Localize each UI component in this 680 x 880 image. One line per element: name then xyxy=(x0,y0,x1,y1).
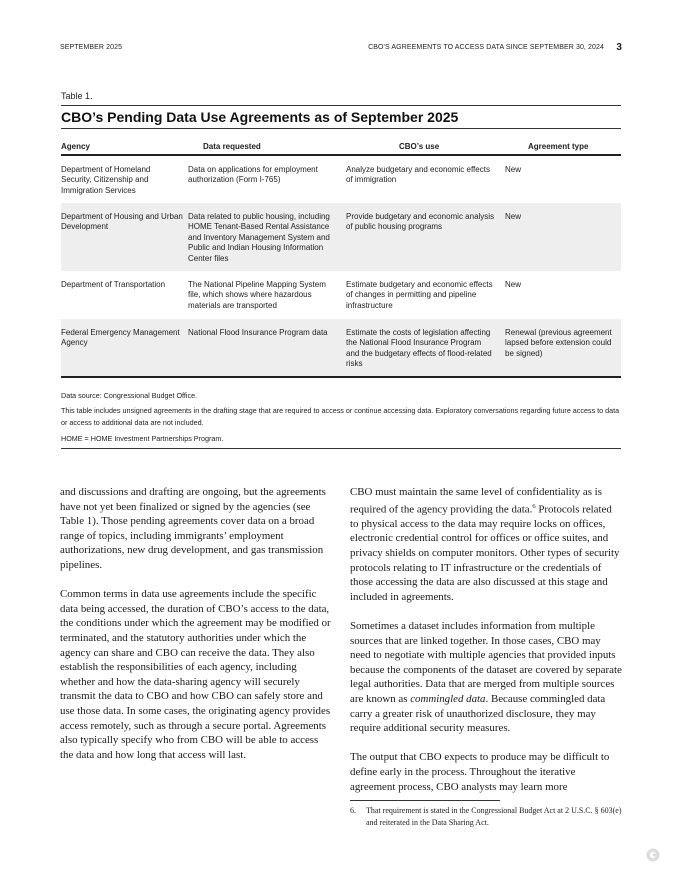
cell-agency: Department of Homeland Security, Citizenship and Immigration Services xyxy=(61,165,151,195)
cell-data-requested: Data related to public housing, including HOME Tenant-Based Rental Assistance and Inventory Management System and Public and Indian Housing Information Center files xyxy=(188,212,330,263)
column-header-cbo-use: CBO’s use xyxy=(399,142,440,151)
table-bottom-rule xyxy=(61,376,621,378)
table-abbreviation: HOME = HOME Investment Partnerships Program. xyxy=(61,434,224,443)
column-header-agency: Agency xyxy=(61,142,90,151)
table-row xyxy=(61,319,621,376)
table-source: Data source: Congressional Budget Office. xyxy=(61,391,198,400)
cell-agency: Department of Transportation xyxy=(61,280,166,289)
cell-cbo-use: Analyze budgetary and economic effects of immigration xyxy=(346,165,490,185)
footnote-text: That requirement is stated in the Congressional Budget Act at 2 U.S.C. § 603(e) and reiterated in the Data Sharing Act. xyxy=(366,806,622,827)
cell-data-requested: The National Pipeline Mapping System file, which shows where hazardous materials are transported xyxy=(188,280,326,310)
table-row xyxy=(61,203,621,271)
body-paragraph: Common terms in data use agreements include the specific data being accessed, the duration of CBO’s access to the data, the conditions under which the agreement may be modified or terminated, and the statutory authorities under which the agency can share and CBO can receive the data. They also establish the responsibilities of each agency, including whether and how the data-sharing agency will securely transmit the data to CBO and how CBO can safely store and use those data. In some cases, the originating agency provides access remotely, such as through a secure portal. Agreements also typically specify who from CBO will be able to access the data and how long that access will last. xyxy=(60,588,331,761)
table-title: CBO’s Pending Data Use Agreements as of September 2025 xyxy=(61,109,459,125)
column-header-agreement-type: Agreement type xyxy=(528,142,589,151)
cell-agreement-type: New xyxy=(505,165,522,174)
page-number: 3 xyxy=(616,42,622,53)
footnote-reference[interactable]: 6 xyxy=(532,502,536,510)
table-label: Table 1. xyxy=(61,91,93,101)
column-header-data-requested: Data requested xyxy=(203,142,261,151)
cbo-logo-icon xyxy=(646,848,660,862)
body-paragraph: The output that CBO expects to produce may be difficult to define early in the process. Throughout the iterative agreement process, CBO analysts may learn more xyxy=(350,751,610,793)
body-paragraph: and discussions and drafting are ongoing, but the agreements have not yet been finalized or signed by the agencies (see Table 1). Those pending agreements cover data on a broad range of topics, including immigrants’ employment authorizations, new drug development, and gas transmission pipelines. xyxy=(60,486,326,571)
header-date: SEPTEMBER 2025 xyxy=(60,44,123,51)
cell-cbo-use: Provide budgetary and economic analysis of public housing programs xyxy=(346,212,495,232)
table-row xyxy=(61,156,621,203)
table-top-rule xyxy=(61,105,621,106)
header-report-title: CBO'S AGREEMENTS TO ACCESS DATA SINCE SEPTEMBER 30, 2024 xyxy=(368,44,604,51)
notes-bottom-rule xyxy=(61,448,621,449)
cell-agreement-type: Renewal (previous agreement lapsed before extension could be signed) xyxy=(505,328,612,358)
footnote-number: 6. xyxy=(350,806,356,815)
table-note: This table includes unsigned agreements in the drafting stage that are required to access or continue accessing data. Exploratory conversations regarding future access to data or access to additional data are not included. xyxy=(61,406,620,427)
defined-term: commingled data xyxy=(410,692,486,705)
footnote xyxy=(350,805,625,828)
cell-cbo-use: Estimate the costs of legislation affecting the National Flood Insurance Program and the budgetary effects of flood-related risks xyxy=(346,328,492,369)
cell-agreement-type: New xyxy=(505,212,522,221)
cell-agency: Federal Emergency Management Agency xyxy=(61,328,180,348)
cell-agreement-type: New xyxy=(505,280,522,289)
table-row xyxy=(61,271,621,319)
body-right-column xyxy=(350,485,622,809)
body-left-column xyxy=(60,485,332,777)
footnote-rule xyxy=(350,800,500,801)
body-paragraph: Sometimes a dataset includes information from multiple sources that are linked together. In those cases, CBO may need to negotiate with multiple agencies that provided inputs because the components of the dataset are covered by separate legal authorities. Data that are merged from multiple sources are known as commingled data. Because commingled data carry a greater risk of unauthorized disclosure, they may require additional security measures. xyxy=(350,619,622,735)
body-paragraph: CBO must maintain the same level of confidentiality as is required of the agency providing the data.$^6$ Protocols related to physical access to the data may require locks on offices, electronic credential control for offices or office suites, and privacy shields on computer monitors. Other types of security protocols relating to IT infrastructure or the credentials of those accessing the data are also discussed at this stage and included in agreements. xyxy=(350,486,620,603)
running-header xyxy=(60,42,622,54)
cell-cbo-use: Estimate budgetary and economic effects of changes in permitting and pipeline infrastructure xyxy=(346,280,493,310)
cell-agency: Department of Housing and Urban Development xyxy=(61,212,183,232)
table-title-rule xyxy=(61,128,621,129)
cell-data-requested: National Flood Insurance Program data xyxy=(188,328,328,337)
cell-data-requested: Data on applications for employment authorization (Form I-765) xyxy=(188,165,318,185)
